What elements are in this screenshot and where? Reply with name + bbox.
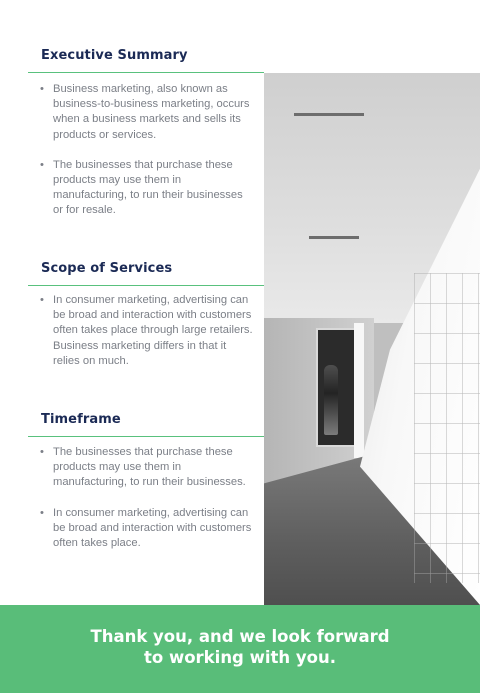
list-item: • In consumer marketing, advertising can be broad and interaction with customers often takes place through large retailers. Business marketing differs in that it relies on much.: [39, 293, 253, 369]
footer-message: [0, 626, 480, 668]
section-title: Executive Summary: [41, 48, 188, 63]
section-title: Scope of Services: [41, 261, 173, 276]
list-item: • In consumer marketing, advertising can be broad and interaction with customers often takes place.: [39, 506, 253, 552]
corridor-photo: [264, 73, 480, 605]
photo-wall-grid: [414, 273, 480, 583]
list-item: • The businesses that purchase these products may use them in manufacturing, to run their businesses or for resale.: [39, 158, 253, 219]
footer-line-2: to working with you.: [144, 648, 336, 667]
photo-ceiling-light: [309, 236, 359, 239]
photo-door-light: [354, 323, 364, 458]
footer-banner: [0, 605, 480, 693]
section-divider: [28, 285, 264, 286]
list-item: • The businesses that purchase these products may use them in manufacturing, to run their businesses.: [39, 445, 253, 491]
footer-line-1: Thank you, and we look forward: [90, 627, 390, 646]
section-title: Timeframe: [41, 412, 121, 427]
bullet-list: [39, 293, 253, 384]
list-item: • Business marketing, also known as business-to-business marketing, occurs when a business markets and sells its products or services.: [39, 82, 253, 143]
section-divider: [28, 436, 264, 437]
photo-ceiling-light: [294, 113, 364, 116]
photo-figure: [324, 365, 338, 435]
bullet-list: [39, 82, 253, 234]
section-divider: [28, 72, 264, 73]
bullet-list: [39, 445, 253, 566]
